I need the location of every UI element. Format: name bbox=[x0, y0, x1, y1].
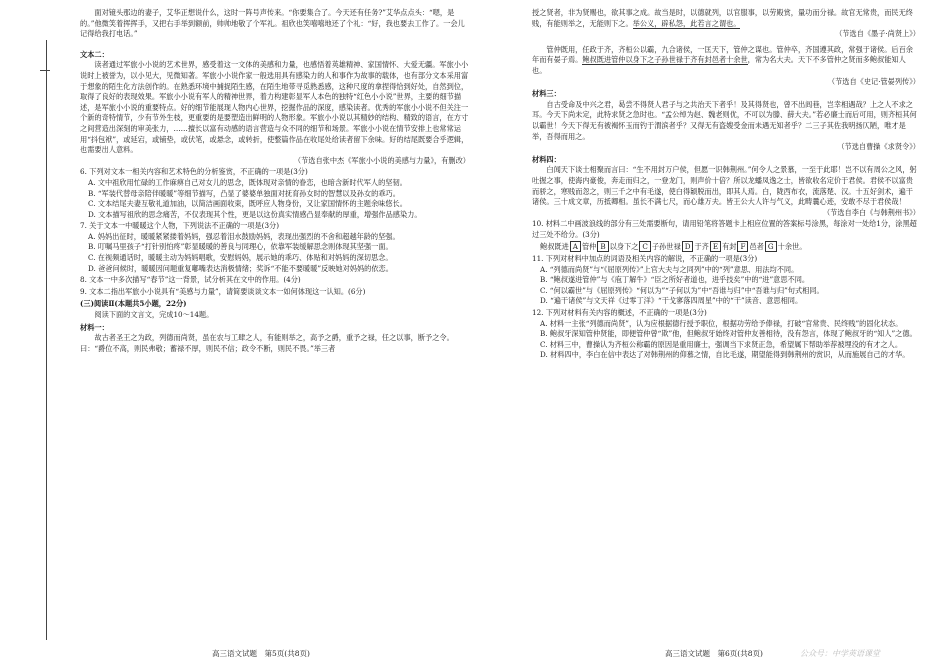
material-1-body: 故古者圣王之为政，列德而尚贤，虽在农与工肆之人，有能则举之，高予之爵，重予之禄，任之以事，断予之令。曰：“爵位不高，则民弗敬；蓄禄不厚，则民不信；政令不断，则民不畏。”举三者 bbox=[80, 333, 454, 353]
q11-option-a: A. “列德而尚贤”与“《屈原列传》”上官大夫与之同列”中的“列”意思、用法均不同。 bbox=[540, 264, 799, 274]
material-2-wavy-line: 鲍叔既进管仲以身下之子孙世禄于齐有封邑者十余世 bbox=[582, 55, 748, 65]
q10-answer-boxes bbox=[540, 241, 920, 253]
q10-box-c[interactable]: C bbox=[639, 241, 651, 252]
q10-box-f[interactable]: F bbox=[737, 241, 748, 252]
q12-option-d: D. 材料四中，李白在信中表达了对韩荆州的仰慕之情，自比毛遂，期望能得到韩荆州的赏识，从而施展自己的才华。 bbox=[540, 350, 910, 360]
q10-seg: 子孙世禄 bbox=[651, 242, 681, 252]
q12-option-b: B. 鲍叔牙深知管仲贤能，即便管仲曾“欺”他，但鲍叔牙始终对管仲友善相待，没有怨言，体现了鲍叔牙的“知人”之德。 bbox=[540, 329, 917, 339]
q6-option-b: B. “军装代替母亲陪伴暖暖”等细节描写，凸显了婆婆单独面对抚育孙女时的智慧以及孙女的乖巧。 bbox=[88, 188, 400, 198]
q10-box-a[interactable]: A bbox=[570, 241, 581, 252]
text2-body: 读者通过军旅小小说的艺术世界，感受着这一文体的美感和力量，也感悟着英雄精神、家国情怀、大爱无疆。军旅小小说时上被誉为，以小见大，见微知著。军旅小小说作家一般选用具有感染力的人和事作为故事的载体，也有部分文本采用富于想象的陌生化方法创作的。在熟悉环境中捕捉陌生感，在陌生地带寻觅熟悉感，这种尺度的拿捏得恰到好处，自然到位，取得了良好的表现效果。军旅小小说有军人的精神世界，着力构建彰显军人本色的独特“红色小小说”世界，主要的细节描述，是军旅小小说的重要特点。好的细节能展现人物内心世界，挖掘作品的深度，感染读者。优秀的军旅小小说不但关注一个新的奇特情节，少有节外生枝，更重要的是要塑造出鲜明的人物形象。军旅小小说以其精妙的结构、精致的语言，在方寸之间营造出深刻的审美张力，……擅长以富有动感的语言营造与众不同的细节和场景。军旅小小说在情节安排上也常常运用“抖包袱”，或延宕，或铺垫，或伏笔，或悬念，或转折，使整篇作品在收尾处给读者留下余味。好的结尾既要合乎逻辑，也需要出人意料。 bbox=[80, 60, 469, 155]
material-2-body bbox=[532, 45, 920, 77]
material-3-source: （节选自曹操《求贤令》） bbox=[837, 142, 920, 152]
material-1-continued bbox=[532, 8, 920, 29]
binding-margin-tick bbox=[40, 70, 50, 71]
material-4-heading: 材料四： bbox=[532, 154, 561, 164]
q6-option-a: A. 文中祖欣用忙碌的工作麻痹自己对女儿的思念，既体现对亲情的眷恋，也暗含新时代军人的坚韧。 bbox=[88, 177, 407, 187]
q12-option-a: A. 材料一主张“列德而尚贤”，认为应根据德行授予职位，根据功劳给予俸禄，打破“官常贵、民终贱”的固化状态。 bbox=[540, 318, 903, 328]
material-3-body: 自古受命及中兴之君，曷尝不得贤人君子与之共治天下者乎！及其得贤也，曾不出闾巷，岂幸相遇哉？上之人不求之耳。今天下尚未定，此特求贤之急时也。“孟公绰为赵、魏老则优，不可以为滕、薛大夫。”若必廉士而后可用，则齐桓其何以霸世！今天下得无有被褐怀玉而钓于渭滨者乎？又得无有盗嫂受金而未遇无知者乎？二三子其佐我明扬仄陋，唯才是举，吾得而用之。 bbox=[532, 99, 917, 141]
section-3-heading: (三)阅读Ⅱ(本题共5小题，22分) bbox=[80, 299, 187, 309]
question-9: 9. 文本二指出军旅小小说具有“美感与力量”，请简要谈谈文本一如何体现这一认知。(6分) bbox=[80, 286, 366, 296]
watermark: 公众号：中学英语课堂 bbox=[800, 649, 880, 658]
q11-option-d: D. “遍干诸侯”与文天祥《过零丁洋》“干戈寥落四周星”中的“干”读音、意思相同。 bbox=[540, 296, 803, 306]
right-page bbox=[532, 8, 920, 650]
material-1-heading: 材料一： bbox=[80, 322, 109, 332]
question-10: 10. 材料二中画波浪线的部分有三处需要断句，请用铅笔将答题卡上相应位置的答案标号涂黑，每涂对一处给1分，涂黑超过三处不给分。(3分) bbox=[532, 219, 917, 239]
q10-seg: 十余世。 bbox=[777, 242, 807, 252]
binding-margin-line bbox=[46, 40, 47, 640]
material-3-heading: 材料三： bbox=[532, 89, 561, 99]
q10-seg: 鲍叔既进 bbox=[540, 242, 569, 252]
q10-box-d[interactable]: D bbox=[682, 241, 694, 252]
q10-seg: 以身下之 bbox=[609, 242, 639, 252]
left-page-footer: 高三语文试题 第5页(共8页) bbox=[212, 649, 310, 658]
question-12: 12. 下列对材料有关内容的概述，不正确的一项是(3分) bbox=[532, 308, 707, 318]
question-11: 11. 下列对材料中加点的词语及相关内容的解说，不正确的一项是(3分) bbox=[532, 254, 758, 264]
material-1-cont-text: 授之贤者，非为贤赐也，欲其事之成。故当是时，以德就列，以官服事，以劳殿赏，量功而分禄。故官无常贵，而民无终贱，有能则举之，无能则下之。 bbox=[532, 8, 913, 28]
text2-heading: 文本二： bbox=[80, 49, 109, 59]
q7-option-d: D. 爸爸问候时，暖暖因问题重复嘟嘴表达消极情绪；奖诉“不能不要暖暖”反映她对妈妈的依恋。 bbox=[88, 263, 393, 273]
material-2-text: 管仲既用，任政于齐，齐桓公以霸，九合诸侯，一匡天下，管仲之谋也。管仲卒，齐国遵其政，常强于诸侯。后百余年而有晏子焉。 bbox=[532, 44, 913, 65]
q7-option-b: B. 叮嘱马里孩子“打针别怕疼”彰显暖暖的善良与同理心，依靠军装缓解思念则体现其坚强一面。 bbox=[88, 242, 393, 252]
question-8: 8. 文本一中多次描写“春节”这一背景，试分析其在文中的作用。(4分) bbox=[80, 275, 301, 285]
material-2-source: （节选自《史记·管晏列传》） bbox=[827, 76, 920, 86]
q10-seg: 于齐 bbox=[694, 242, 709, 252]
material-1-source: （节选自《墨子·尚贤上》） bbox=[835, 29, 920, 39]
q6-option-d: D. 文本描写祖欣的思念痛苦，不仅表现其个性，更是以这份真实情感凸显奉献的厚重，增强作品感染力。 bbox=[88, 209, 422, 219]
text1-ending: 面对镜头那边的妻子，艾华正想说什么，这时一阵号声传来。“你要集合了。今天还有任务?”艾华点点头：“嗯，是的。”他微笑着挥挥手，又把右手举到额前，帅帅地敬了个军礼。祖欣也笑嘻嘻地还了个礼：“好，我也要去工作了。一会儿记得给我打电话。” bbox=[80, 8, 465, 39]
question-6: 6. 下列对文本一相关内容和艺术特色的分析鉴赏，不正确的一项是(3分) bbox=[80, 167, 308, 177]
q10-box-e[interactable]: E bbox=[710, 241, 721, 252]
q10-box-b[interactable]: B bbox=[597, 241, 608, 252]
q7-option-a: A. 妈妈出征时，暖暖紧紧搂着妈妈，强忍着泪水鼓励妈妈，表现出强烈的不舍和超越年龄的坚强。 bbox=[88, 231, 400, 241]
q6-option-c: C. 文本结尾夫妻互敬礼道加油，以简洁画面收束，既呼应人物身份，又让家国情怀的主题余味悠长。 bbox=[88, 199, 407, 209]
q11-option-b: B. “鲍叔遂进管仲”与《庖丁解牛》“臣之所好者道也，进乎技矣”中的“进”意思不同。 bbox=[540, 275, 810, 285]
material-4-source: （节选自李白《与韩荆州书》） bbox=[822, 207, 920, 217]
text2-source: （节选自张中杰《军旅小小说的美感与力量》，有删改） bbox=[293, 155, 470, 165]
q10-seg: 管仲 bbox=[581, 242, 597, 252]
material-2-tail: ，常为名大夫。天下不多管仲之贤而多鲍叔能知人也。 bbox=[532, 55, 906, 75]
material-4-body: 白闻天下谈士相聚而言曰：“生不用封万户侯，但愿一识韩荆州。”何令人之景慕，一至于此耶！岂不以有周公之风，躬吐握之事，使海内豪俊，奔走而归之，一登龙门，则声价十倍？所以龙蟠凤逸之士，皆欲收名定价于君侯。君侯不以富贵而骄之，寒贱而忽之，则三千之中有毛遂，使白得颖脱而出，即其人焉。白，陇西布衣，流落楚、汉。十五好剑术，遍干诸侯。三十成文章，历抵卿相。虽长不满七尺，而心雄万夫。皆王公大人许与气义，此畴曩心迹，安敢不尽于君侯哉！ bbox=[532, 165, 917, 207]
q10-seg: 邑者 bbox=[749, 242, 764, 252]
material-1-underlined: 举公义，辟私怨，此若言之谓也。 bbox=[632, 18, 741, 28]
q12-option-c: C. 材料三中，曹操认为齐桓公称霸的原因是重用廉士，强调当下求贤正急，希望属下帮助举荐被埋没的有才之人。 bbox=[540, 339, 903, 349]
q10-box-g[interactable]: G bbox=[765, 241, 777, 252]
right-page-footer: 高三语文试题 第6页(共8页) bbox=[665, 649, 763, 658]
section-3-intro: 阅读下面的文言文，完成10～14题。 bbox=[94, 310, 214, 320]
q10-seg: 有封 bbox=[722, 242, 737, 252]
question-7: 7. 关于文本一中暖暖这个人物，下列说法不正确的一项是(3分) bbox=[80, 221, 280, 231]
left-page bbox=[80, 8, 470, 650]
q7-option-c: C. 在视频通话时，暖暖主动为妈妈唱歌，安慰妈妈，展示她的乖巧、体贴和对妈妈的深切思念。 bbox=[88, 253, 393, 263]
q11-option-c: C. “何以霸世”与《屈原列传》“何以为”“子何以为”中“吾谁与归”中“吾谁与归”句式相同。 bbox=[540, 285, 824, 295]
